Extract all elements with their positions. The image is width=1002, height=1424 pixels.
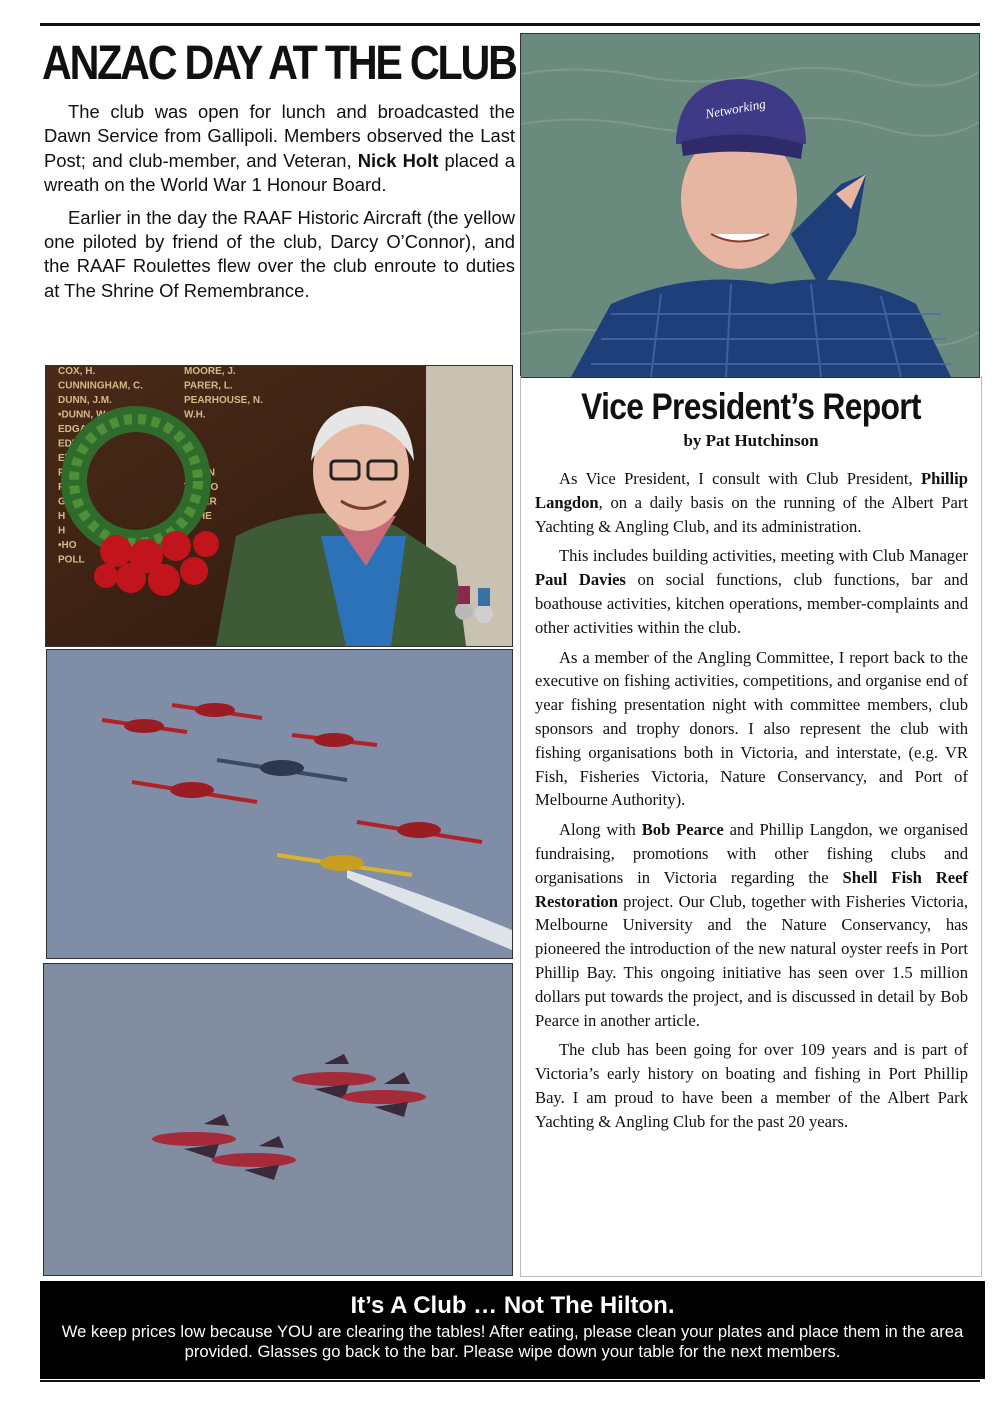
- honour-board-name: TYLER: [184, 496, 217, 508]
- honour-board-name: POLL: [58, 554, 85, 566]
- honour-board-name: TOBIN: [184, 467, 215, 479]
- anzac-p1-text-a: The club was open for lunch and broadcasted the Dawn Service from Gallipoli. Members observed the Last Post; and club-member, and Veteran,: [44, 101, 515, 171]
- report-paragraph-1: [535, 467, 968, 538]
- cap-logo-text: Networking: [704, 95, 767, 122]
- banner-title: It’s A Club … Not The Hilton.: [350, 1292, 675, 1319]
- photo-historic-aircraft: [46, 649, 513, 959]
- honour-board-name: H: [58, 511, 66, 522]
- footer-banner: [40, 1281, 985, 1379]
- article-title: ANZAC DAY AT THE CLUB: [42, 37, 516, 90]
- honour-board-name: F: [58, 482, 65, 493]
- honour-board-name: TA: [184, 438, 197, 450]
- honour-board-name: COX, H.: [58, 366, 96, 377]
- report-title: Vice President’s Report: [581, 386, 921, 427]
- anzac-paragraph-2: Earlier in the day the RAAF Historic Aircraft (the yellow one piloted by friend of the club, Darcy O’Connor), and the RAAF Roulettes flew over the club enroute to duties at The Shrine Of Remembrance.: [44, 206, 515, 301]
- p4-text-a: Along with: [559, 820, 642, 840]
- p2-bold: Paul Davies: [535, 570, 626, 590]
- report-paragraph-4: [535, 818, 968, 1032]
- honour-board-name: PEARHOUSE, N.: [184, 395, 263, 406]
- anzac-p1-bold: Nick Holt: [357, 149, 439, 171]
- honour-board-name: W.H.: [184, 409, 206, 421]
- honour-board-name: MOORE, J.: [184, 366, 236, 377]
- p2-text-b: on social functions, club functions, bar and boathouse activities, kitchen operations, member-complaints and other activities within the club.: [535, 570, 968, 637]
- anzac-p1-text-b: placed a wreath on the World War 1 Honour Board.: [44, 149, 516, 196]
- anzac-paragraph-1: [44, 100, 515, 198]
- p1-bold: Phillip Langdon: [535, 469, 968, 512]
- report-byline: by Pat Hutchinson: [683, 431, 819, 450]
- bottom-rule: [40, 1380, 980, 1382]
- p1-text-a: As Vice President, I consult with Club President,: [559, 469, 921, 488]
- p2-text-a: This includes building activities, meeting with Club Manager: [559, 546, 968, 566]
- honour-board-name: DUNN, J.M.: [58, 395, 112, 406]
- report-paragraph-5: The club has been going for over 109 years and is part of Victoria’s early history on boating and fishing in Port Phillip Bay. I am proud to have been a member of the Albert Park Yachting & Angling Club for the past 20 years.: [535, 1040, 968, 1131]
- honour-board-name: TURTO: [184, 482, 219, 493]
- p1-text-b: , on a daily basis on the running of the Albert Part Yachting & Angling Club, and its administration.: [535, 492, 968, 536]
- report-paragraph-2: [535, 544, 968, 639]
- banner-text: We keep prices low because YOU are clearing the tables! After eating, please clean your plates and place them in the area provided. Glasses go back to the bar. Please wipe down your table for the next members.: [61, 1322, 964, 1361]
- honour-board-name: USHE: [184, 511, 212, 522]
- honour-board-name: EDGA: [58, 424, 87, 435]
- photo-veteran-wreath: [45, 365, 513, 647]
- report-paragraph-3: As a member of the Angling Committee, I report back to the executive on fishing activities, competitions, and organise end of year fishing presentation night with committee members, club sponsors and trophy donors. I also represent the club with fishing organisations both in Victoria, and interstate, (e.g. VR Fish, Fisheries Victoria, Nature Conservancy, and Port of Melbourne Authority).: [535, 647, 968, 810]
- honour-board-name: G L.: [58, 496, 78, 508]
- honour-board-name: H: [58, 525, 66, 537]
- p4-bold-2: Shell Fish Reef Restoration: [535, 867, 969, 911]
- vice-president-report: [520, 376, 982, 1277]
- photo-roulettes: [43, 963, 513, 1276]
- p4-text-b: and Phillip Langdon, we organised fundraising, promotions with other fishing clubs and organisations in Victoria regarding the: [535, 820, 968, 887]
- photo-pat-hutchinson: [520, 33, 980, 378]
- honour-board-name: CUNNINGHAM, C.: [58, 380, 143, 392]
- honour-board-name: PARER, L.: [184, 380, 233, 392]
- p4-bold-1: Bob Pearce: [641, 820, 724, 840]
- anzac-article: [40, 30, 515, 303]
- honour-board-name: •DUNN, W.: [58, 409, 108, 421]
- honour-board-name: F T.C.: [58, 467, 85, 479]
- honour-board-name: THO: [184, 453, 206, 464]
- honour-board-name: EV: [58, 453, 72, 464]
- honour-board-name: •HO: [58, 540, 77, 551]
- honour-board-name: EDW: [58, 438, 82, 450]
- p4-text-c: project. Our Club, together with Fisheries Victoria, Melbourne University and the Nature Conservancy, has pioneered the introduction of the new natural oyster reefs in Port Phillip Bay. This ongoing initiative has seen over 1.5 million dollars put towards the project, and is discussed in detail by Bob Pearce in another article.: [535, 891, 968, 1030]
- top-rule: [40, 23, 980, 26]
